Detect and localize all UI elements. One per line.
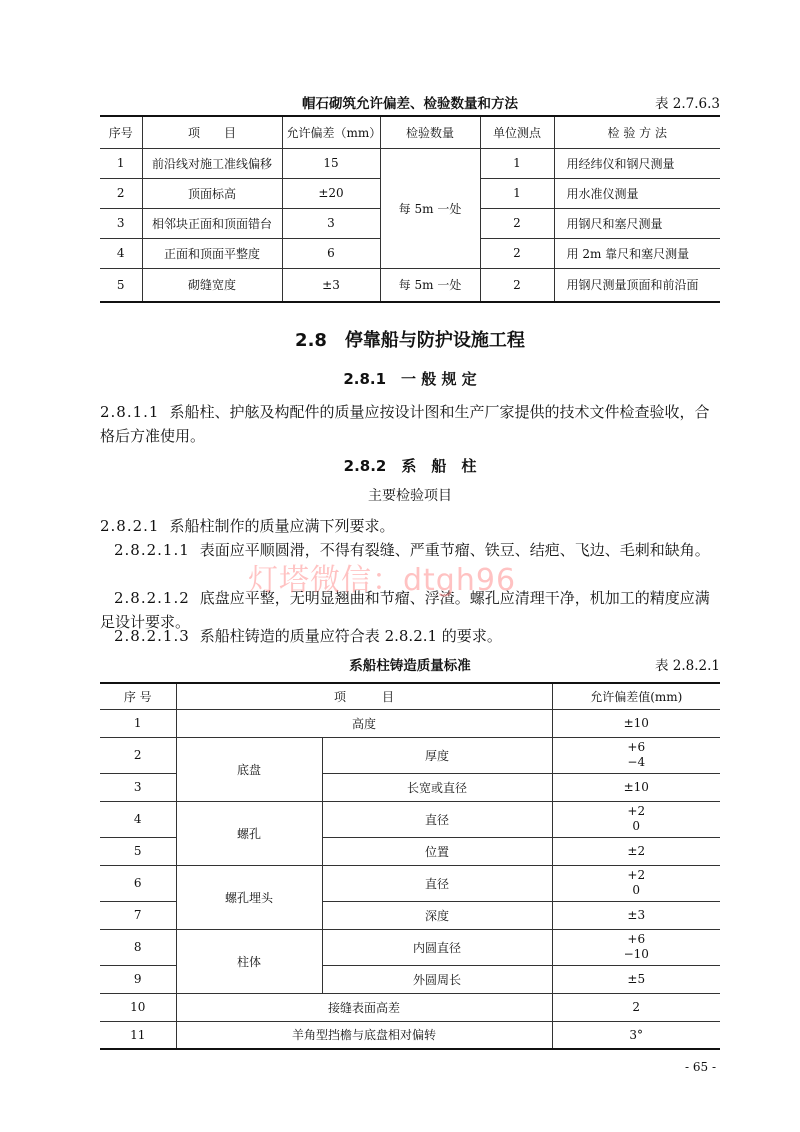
group-bolt-countersink: 螺孔埋头 [176,865,322,929]
row-item: 直径 [322,801,552,837]
clause-text: 系船柱制作的质量应满下列要求。 [169,517,395,535]
table1 [100,115,720,303]
table1-header: 检 验 方 法 [554,116,720,148]
row-item: 直径 [322,865,552,901]
row-no: 3 [100,773,176,801]
table2-header: 允许偏差值(mm) [552,683,720,709]
row-tolerance: 2 [552,993,720,1021]
table1-header: 允许偏差（mm） [282,116,380,148]
row-item: 位置 [322,837,552,865]
table-row [100,993,720,1021]
table-row [100,1021,720,1049]
clause-text: 系船柱、护舷及构配件的质量应按设计图和生产厂家提供的技术文件检查验收，合格后方准使用。 [100,403,710,445]
table2 [100,682,720,1050]
row-item: 接缝表面高差 [176,993,552,1021]
table2-header-row [100,683,720,709]
clause-text: 表面应平顺圆滑，不得有裂缝、严重节瘤、铁豆、结疤、飞边、毛刺和缺角。 [199,541,710,559]
table1-header: 检验数量 [380,116,480,148]
row-tolerance [552,929,720,965]
row-no: 7 [100,901,176,929]
table2-number: 表 2.8.2.1 [654,658,720,674]
row-item: 长宽或直径 [322,773,552,801]
watermark: 灯塔微信：dtgh96 [248,563,517,598]
row-item: 正面和顶面平整度 [142,238,282,268]
row-no: 9 [100,965,176,993]
row-quantity: 每 5m 一处 [380,268,480,302]
table1-header: 序号 [100,116,142,148]
group-bolt-hole: 螺孔 [176,801,322,865]
row-no: 6 [100,865,176,901]
row-points: 1 [480,148,554,178]
row-no: 4 [100,238,142,268]
table-row [100,148,720,178]
row-item: 高度 [176,709,552,737]
row-tolerance: 3° [552,1021,720,1049]
table1-number: 表 2.7.6.3 [654,96,720,112]
table-row [100,929,720,965]
clause-number: 2.8.2.1.2 [114,589,190,607]
row-item: 羊角型挡檐与底盘相对偏转 [176,1021,552,1049]
row-item: 相邻块正面和顶面错台 [142,208,282,238]
table2-header: 项 目 [176,683,552,709]
tol-upper: +2 [627,804,646,818]
clause-2-8-1-1 [100,400,720,448]
table2-title: 系船柱铸造质量标准 [349,658,471,674]
row-no: 8 [100,929,176,965]
table1-header: 项 目 [142,116,282,148]
row-item: 外圆周长 [322,965,552,993]
group-column-body: 柱体 [176,929,322,993]
row-method: 用 2m 靠尺和塞尺测量 [554,238,720,268]
row-tolerance [552,737,720,773]
row-item: 深度 [322,901,552,929]
row-method: 用钢尺和塞尺测量 [554,208,720,238]
clause-2-8-2-1 [100,514,720,538]
row-item: 前沿线对施工准线偏移 [142,148,282,178]
clause-number: 2.8.2.1.1 [114,541,190,559]
row-tolerance: 15 [282,148,380,178]
tol-lower: 0 [632,883,641,897]
subheading-main-items: 主要检验项目 [368,488,452,504]
subsection-title-general: 2.8.1 一 般 规 定 [343,370,477,388]
row-no: 5 [100,837,176,865]
row-no: 3 [100,208,142,238]
tol-upper: +6 [627,932,646,946]
row-tolerance: ±10 [552,773,720,801]
row-points: 1 [480,178,554,208]
row-method: 用钢尺测量顶面和前沿面 [554,268,720,302]
subsection-title-bollard: 2.8.2 系 船 柱 [343,457,477,475]
table-row [100,709,720,737]
row-no: 1 [100,709,176,737]
clause-2-8-2-1-3 [100,624,720,648]
row-tolerance: ±3 [282,268,380,302]
table2-header: 序 号 [100,683,176,709]
row-no: 5 [100,268,142,302]
tol-lower: −4 [627,755,646,769]
row-no: 4 [100,801,176,837]
row-item: 厚度 [322,737,552,773]
row-tolerance: 3 [282,208,380,238]
row-no: 2 [100,737,176,773]
row-no: 11 [100,1021,176,1049]
table1-title: 帽石砌筑允许偏差、检验数量和方法 [302,96,518,112]
row-tolerance: ±10 [552,709,720,737]
row-tolerance: ±2 [552,837,720,865]
row-points: 2 [480,208,554,238]
tol-lower: −10 [623,947,649,961]
table1-header: 单位测点 [480,116,554,148]
row-points: 2 [480,268,554,302]
group-base: 底盘 [176,737,322,801]
row-quantity-merged: 每 5m 一处 [380,148,480,268]
table-row [100,737,720,773]
table1-header-row [100,116,720,148]
row-method: 用经纬仪和钢尺测量 [554,148,720,178]
tol-upper: +2 [627,868,646,882]
clause-number: 2.8.2.1.3 [114,627,190,645]
row-no: 2 [100,178,142,208]
clause-number: 2.8.2.1 [100,517,160,535]
row-tolerance: ±3 [552,901,720,929]
clause-text: 底盘应平整，无明显翘曲和节瘤、浮渣。螺孔应清理干净，机加工的精度应满足设计要求。 [100,589,710,631]
row-method: 用水准仪测量 [554,178,720,208]
section-title: 2.8 停靠船与防护设施工程 [295,330,525,351]
row-tolerance: 6 [282,238,380,268]
table-row [100,801,720,837]
row-tolerance [552,865,720,901]
row-tolerance: ±5 [552,965,720,993]
tol-lower: 0 [632,819,641,833]
row-points: 2 [480,238,554,268]
row-item: 内圆直径 [322,929,552,965]
row-item: 顶面标高 [142,178,282,208]
row-item: 砌缝宽度 [142,268,282,302]
table-row [100,268,720,302]
clause-text: 系船柱铸造的质量应符合表 2.8.2.1 的要求。 [199,627,502,645]
page-number: - 65 - [684,1060,716,1074]
row-no: 1 [100,148,142,178]
clause-number: 2.8.1.1 [100,403,160,421]
row-tolerance: ±20 [282,178,380,208]
row-no: 10 [100,993,176,1021]
tol-upper: +6 [627,740,646,754]
table-row [100,865,720,901]
row-tolerance [552,801,720,837]
